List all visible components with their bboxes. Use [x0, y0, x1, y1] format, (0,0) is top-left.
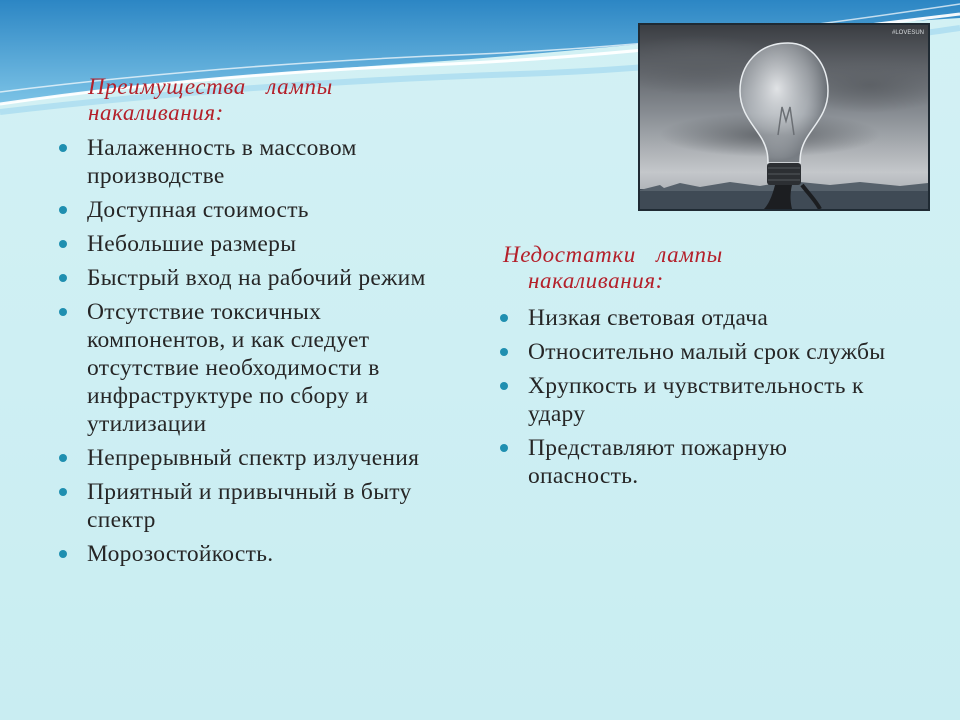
list-item [59, 478, 459, 534]
advantages-list [59, 134, 459, 574]
advantages-heading-line1: Преимущества лампы [88, 74, 333, 99]
bullet-icon [59, 488, 67, 496]
list-item-text: Быстрый вход на рабочий режим [87, 265, 426, 291]
bullet-icon [59, 550, 67, 558]
list-item-text: Небольшие размеры [87, 231, 297, 257]
list-item-text: Представляют пожарную опасность. [528, 435, 788, 489]
list-item [500, 338, 900, 366]
list-item [59, 444, 459, 472]
list-item [59, 540, 459, 568]
list-item [500, 304, 900, 332]
bullet-icon [500, 382, 508, 390]
list-item [500, 372, 900, 428]
bullet-icon [59, 454, 67, 462]
bullet-icon [59, 240, 67, 248]
list-item [500, 434, 900, 490]
list-item-text: Доступная стоимость [87, 197, 309, 223]
bullet-icon [500, 314, 508, 322]
advantages-heading [88, 74, 333, 126]
list-item-text: Низкая световая отдача [528, 305, 769, 331]
list-item [59, 134, 459, 190]
list-item-text: Хрупкость и чувствительность к удару [528, 373, 864, 427]
photo-watermark: #LOVESUN [891, 30, 924, 36]
bullet-icon [59, 308, 67, 316]
list-item-text: Налаженность в массовом производстве [87, 135, 357, 189]
disadvantages-heading-line2: накаливания: [528, 268, 664, 293]
list-item-text: Отсутствие токсичных компонентов, и как следует отсутствие необходимости в инфраструктуре по сбору и утилизации [87, 299, 380, 437]
list-item-text: Непрерывный спектр излучения [87, 445, 420, 471]
disadvantages-heading-line1: Недостатки лампы [503, 242, 723, 267]
list-item-text: Приятный и привычный в быту спектр [87, 479, 412, 533]
bullet-icon [59, 206, 67, 214]
bullet-icon [59, 144, 67, 152]
bullet-icon [500, 348, 508, 356]
bullet-icon [59, 274, 67, 282]
list-item [59, 230, 459, 258]
disadvantages-heading [503, 242, 723, 294]
list-item [59, 264, 459, 292]
bullet-icon [500, 444, 508, 452]
list-item [59, 196, 459, 224]
list-item-text: Относительно малый срок службы [528, 339, 886, 365]
light-bulb-photo [638, 23, 930, 211]
list-item-text: Морозостойкость. [87, 541, 274, 567]
list-item [59, 298, 459, 438]
advantages-heading-line2: накаливания: [88, 100, 224, 125]
disadvantages-list [500, 304, 900, 496]
